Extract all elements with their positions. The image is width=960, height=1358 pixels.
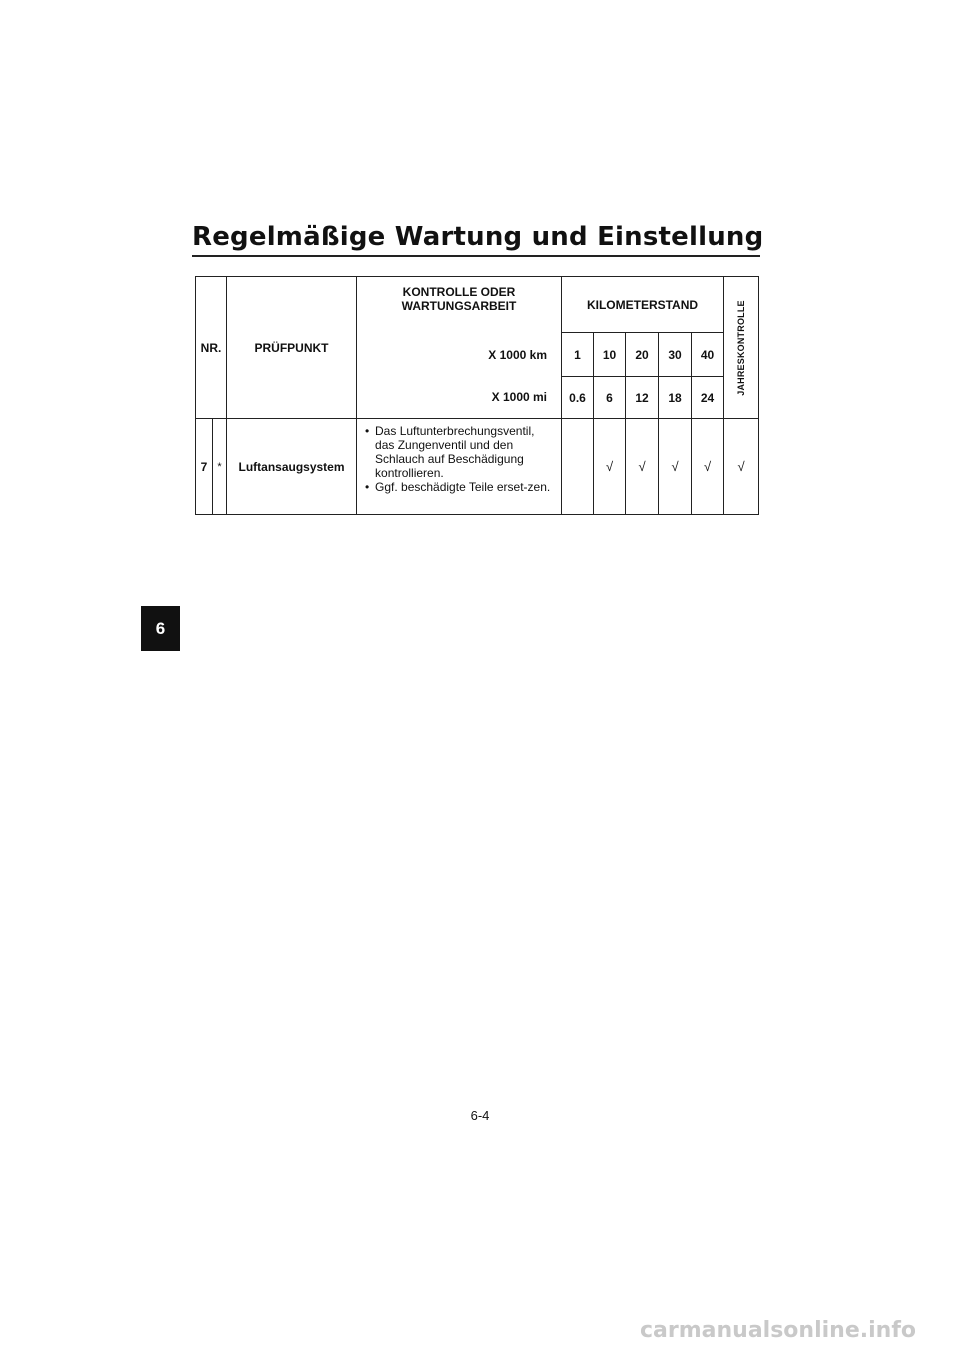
km-value: 20: [626, 333, 659, 377]
km-value: 10: [594, 333, 626, 377]
row-item: Luftansaugsystem: [227, 419, 357, 515]
mi-value: 12: [626, 377, 659, 419]
work-step: • Ggf. beschädigte Teile erset-zen.: [363, 480, 555, 494]
header-annual-label: JAHRESKONTROLLE: [736, 299, 747, 396]
row-work: [357, 419, 562, 515]
check-cell: √: [692, 419, 724, 515]
header-nr: NR.: [196, 277, 227, 419]
km-value: 40: [692, 333, 724, 377]
mi-value: 0.6: [562, 377, 594, 419]
header-work: [357, 277, 562, 333]
km-value: 1: [562, 333, 594, 377]
page-number: 6-4: [470, 1108, 490, 1123]
check-cell: √: [626, 419, 659, 515]
row-star: *: [213, 419, 227, 515]
km-label: X 1000 km: [357, 333, 562, 377]
check-cell: [562, 419, 594, 515]
watermark: carmanualsonline.info: [640, 1318, 916, 1343]
header-item: PRÜFPUNKT: [227, 277, 357, 419]
title-divider: [192, 255, 760, 257]
table-row: [196, 419, 759, 515]
mi-value: 6: [594, 377, 626, 419]
row-number: 7: [196, 419, 213, 515]
maintenance-table: [195, 276, 759, 515]
work-step: • Das Luftunterbrechungsventil, das Zungenventil und den Schlauch auf Beschädigung kontrollieren.: [363, 424, 555, 480]
header-work-line1: KONTROLLE ODER: [402, 285, 516, 299]
km-value: 30: [659, 333, 692, 377]
chapter-tab: 6: [141, 606, 180, 651]
check-cell: √: [659, 419, 692, 515]
mi-label: X 1000 mi: [357, 377, 562, 419]
page-title: Regelmäßige Wartung und Einstellung: [192, 222, 764, 252]
mi-value: 18: [659, 377, 692, 419]
header-annual: [724, 277, 759, 419]
header-mileage: KILOMETERSTAND: [562, 277, 724, 333]
mi-value: 24: [692, 377, 724, 419]
check-cell: √: [594, 419, 626, 515]
header-work-line2: WARTUNGSARBEIT: [401, 299, 517, 313]
annual-check: √: [724, 419, 759, 515]
